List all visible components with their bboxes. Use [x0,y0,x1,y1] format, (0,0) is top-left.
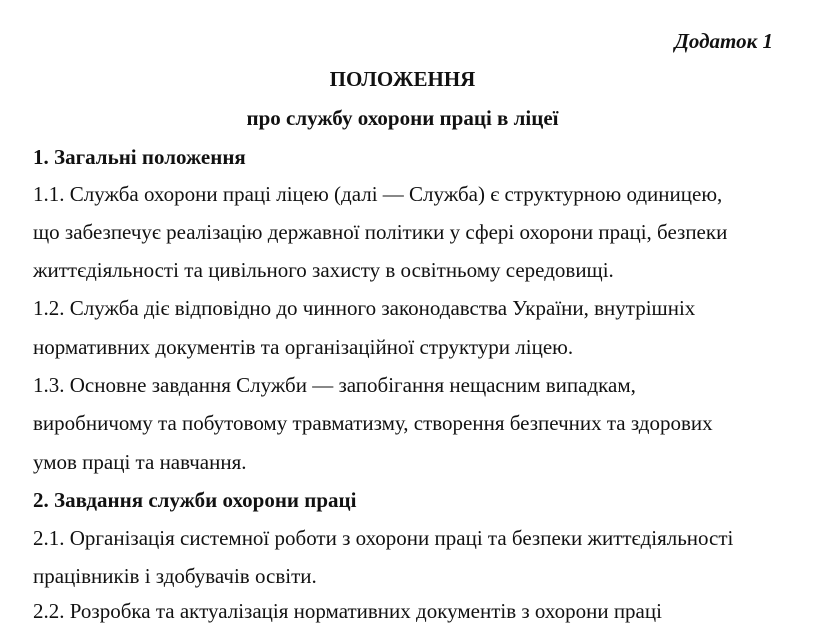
paragraph-line: працівників і здобувачів освіти. [33,564,317,588]
section-heading: 2. Завдання служби охорони праці [33,488,357,512]
paragraph-line: 1.2. Служба діє відповідно до чинного законодавства України, внутрішніх [33,296,696,320]
paragraph-line: умов праці та навчання. [33,450,247,474]
paragraph-line: виробничому та побутовому травматизму, створення безпечних та здорових [33,411,713,435]
document-title: ПОЛОЖЕННЯ [329,67,476,91]
paragraph-line: нормативних документів та організаційної структури ліцею. [33,335,574,359]
paragraph-line: 2.2. Розробка та актуалізація нормативних документів з охорони праці [33,599,662,623]
paragraph-line: що забезпечує реалізацію державної політики у сфері охорони праці, безпеки [33,220,728,244]
paragraph-line: 2.1. Організація системної роботи з охорони праці та безпеки життєдіяльності [33,526,734,550]
section-heading: 1. Загальні положення [33,145,246,169]
document-subtitle: про службу охорони праці в ліцеї [246,106,559,130]
paragraph-line: життєдіяльності та цивільного захисту в освітньому середовищі. [33,258,614,282]
paragraph-line: 1.1. Служба охорони праці ліцею (далі — Служба) є структурною одиницею, [33,182,723,206]
paragraph-line: 1.3. Основне завдання Служби — запобігання нещасним випадкам, [33,373,636,397]
appendix-label: Додаток 1 [674,29,773,53]
